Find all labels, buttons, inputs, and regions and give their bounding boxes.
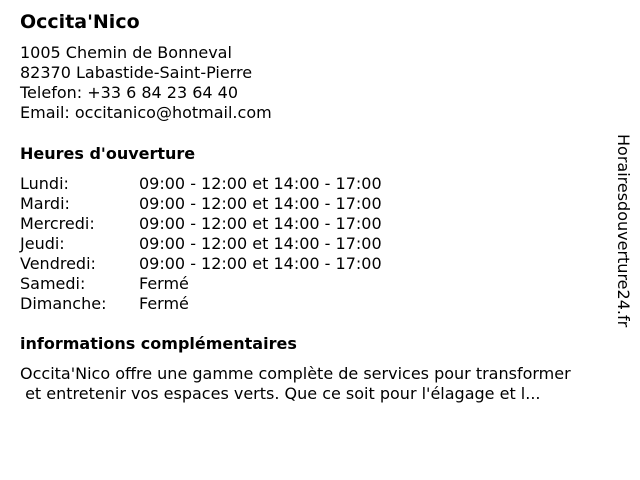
time-value: Fermé xyxy=(139,274,189,293)
day-label: Samedi: xyxy=(20,274,86,293)
time-value: 09:00 - 12:00 et 14:00 - 17:00 xyxy=(139,174,382,193)
day-label: Dimanche: xyxy=(20,294,107,313)
email-text: Email: occitanico@hotmail.com xyxy=(20,103,272,122)
additional-info-heading: informations complémentaires xyxy=(20,334,297,353)
opening-hours-heading: Heures d'ouverture xyxy=(20,144,196,163)
address-street: 1005 Chemin de Bonneval xyxy=(20,43,232,62)
time-value: 09:00 - 12:00 et 14:00 - 17:00 xyxy=(139,214,382,233)
description-line: et entretenir vos espaces verts. Que ce soit pour l'élagage et l... xyxy=(20,384,541,403)
day-label: Lundi: xyxy=(20,174,69,193)
day-label: Vendredi: xyxy=(20,254,96,273)
business-name: Occita'Nico xyxy=(20,11,140,33)
day-label: Jeudi: xyxy=(20,234,65,253)
site-watermark xyxy=(613,134,633,346)
watermark-text: Horairesdouverture24.fr xyxy=(614,134,633,328)
time-value: 09:00 - 12:00 et 14:00 - 17:00 xyxy=(139,254,382,273)
business-address xyxy=(20,43,272,123)
day-label: Mercredi: xyxy=(20,214,95,233)
business-description xyxy=(20,364,620,404)
time-value: 09:00 - 12:00 et 14:00 - 17:00 xyxy=(139,234,382,253)
description-line: Occita'Nico offre une gamme complète de services pour transformer xyxy=(20,364,571,383)
phone-text: Telefon: +33 6 84 23 64 40 xyxy=(20,83,239,102)
address-city: 82370 Labastide-Saint-Pierre xyxy=(20,63,253,82)
time-value: 09:00 - 12:00 et 14:00 - 17:00 xyxy=(139,194,382,213)
day-label: Mardi: xyxy=(20,194,70,213)
time-value: Fermé xyxy=(139,294,189,313)
